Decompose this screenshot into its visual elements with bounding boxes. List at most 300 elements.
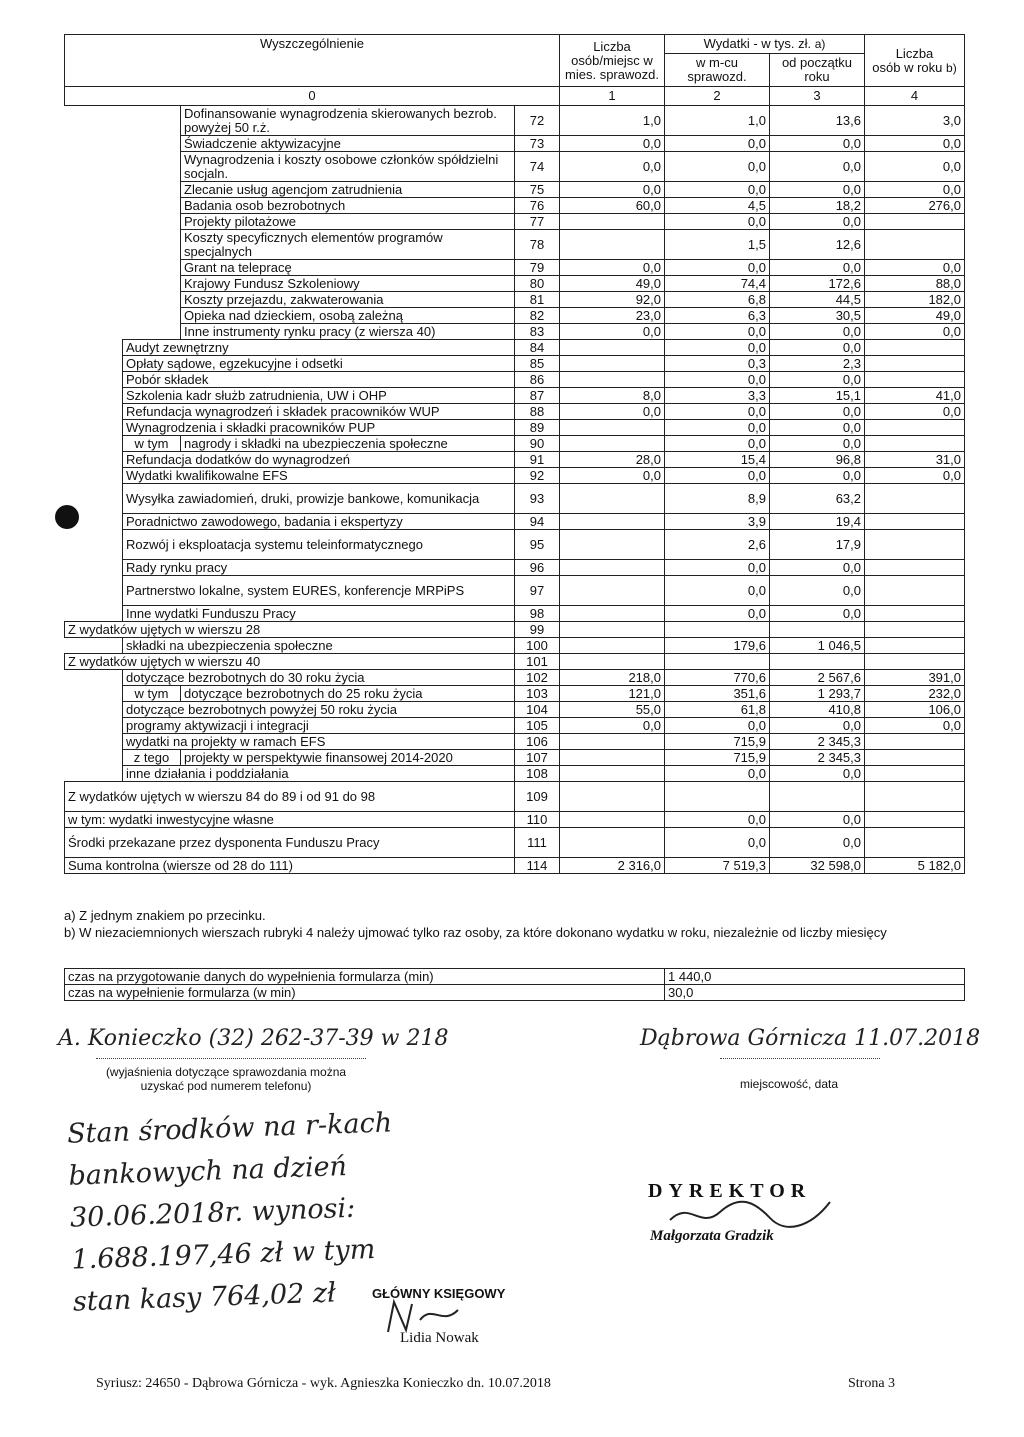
cell-c2: 1,0: [665, 106, 770, 136]
cell-c1: 1,0: [560, 106, 665, 136]
index-1: 1: [560, 87, 665, 106]
cell-c3: 0,0: [770, 372, 865, 388]
cell-c2: 0,0: [665, 468, 770, 484]
row-label: Z wydatków ujętych w wierszu 28: [65, 622, 515, 638]
cell-c4: [865, 812, 965, 828]
header-year: od początku roku: [770, 54, 865, 87]
row-label: Inne instrumenty rynku pracy (z wiersza 40): [181, 324, 515, 340]
cell-c2: 15,4: [665, 452, 770, 468]
cell-c2: 715,9: [665, 734, 770, 750]
row-number: 94: [515, 514, 560, 530]
table-row: [65, 324, 965, 340]
row-prefix: z tego: [123, 750, 181, 766]
row-number: 82: [515, 308, 560, 324]
index-4: 4: [865, 87, 965, 106]
cell-c1: 0,0: [560, 182, 665, 198]
cell-c4: 41,0: [865, 388, 965, 404]
cell-c4: [865, 560, 965, 576]
row-label: Zlecanie usług agencjom zatrudnienia: [181, 182, 515, 198]
row-number: 105: [515, 718, 560, 734]
cell-c2: [665, 654, 770, 670]
cell-c4: 0,0: [865, 468, 965, 484]
row-label: wydatki na projekty w ramach EFS: [123, 734, 515, 750]
table-row: [65, 782, 965, 812]
indent-cell: [65, 308, 123, 324]
indent-cell: [123, 198, 181, 214]
header-persons-note: b): [946, 60, 957, 75]
cell-c1: [560, 356, 665, 372]
cell-c4: 31,0: [865, 452, 965, 468]
row-label: Dofinansowanie wynagrodzenia skierowanych bezrob. powyżej 50 r.ż.: [181, 106, 515, 136]
cell-c3: 19,4: [770, 514, 865, 530]
header-month: w m-cu sprawozd.: [665, 54, 770, 87]
cell-c4: [865, 356, 965, 372]
cell-c1: 60,0: [560, 198, 665, 214]
row-number: 106: [515, 734, 560, 750]
cell-c2: 0,0: [665, 182, 770, 198]
cell-c1: [560, 606, 665, 622]
cell-c2: 0,0: [665, 766, 770, 782]
cell-c2: 3,9: [665, 514, 770, 530]
director-title: DYREKTOR: [648, 1180, 812, 1202]
row-label: Koszty specyficznych elementów programów specjalnych: [181, 230, 515, 260]
row-number: 93: [515, 484, 560, 514]
row-number: 101: [515, 654, 560, 670]
cell-c3: [770, 782, 865, 812]
cell-c3: 1 293,7: [770, 686, 865, 702]
cell-c1: 55,0: [560, 702, 665, 718]
table-row: [65, 468, 965, 484]
cell-c4: [865, 420, 965, 436]
row-label: Inne wydatki Funduszu Pracy: [123, 606, 515, 622]
indent-cell: [123, 260, 181, 276]
cell-c1: [560, 214, 665, 230]
indent-cell: [65, 106, 123, 136]
cell-c2: 0,0: [665, 576, 770, 606]
cell-c3: [770, 654, 865, 670]
table-row: [65, 828, 965, 858]
header-expenses-label: Wydatki - w tys. zł.: [703, 36, 812, 51]
cell-c2: 0,0: [665, 372, 770, 388]
cell-c3: 0,0: [770, 718, 865, 734]
cell-c1: 0,0: [560, 718, 665, 734]
cell-c1: [560, 230, 665, 260]
cell-c1: 0,0: [560, 468, 665, 484]
indent-cell: [65, 606, 123, 622]
row-label: nagrody i składki na ubezpieczenia społeczne: [181, 436, 515, 452]
footer-page: Strona 3: [848, 1376, 896, 1391]
cell-c4: [865, 530, 965, 560]
cell-c1: [560, 340, 665, 356]
cell-c4: [865, 638, 965, 654]
fill-time-label: czas na wypełnienie formularza (w min): [65, 985, 665, 1001]
cell-c3: 13,6: [770, 106, 865, 136]
table-row: [65, 356, 965, 372]
row-label: Refundacja dodatków do wynagrodzeń: [123, 452, 515, 468]
header-description: Wyszczególnienie: [65, 35, 560, 87]
cell-c1: 0,0: [560, 404, 665, 420]
cell-c1: 0,0: [560, 260, 665, 276]
cell-c3: 0,0: [770, 152, 865, 182]
cell-c3: 0,0: [770, 420, 865, 436]
row-label: Wynagrodzenia i składki pracowników PUP: [123, 420, 515, 436]
indent-cell: [65, 468, 123, 484]
row-label: dotyczące bezrobotnych do 25 roku życia: [181, 686, 515, 702]
row-number: 80: [515, 276, 560, 292]
table-row: [65, 372, 965, 388]
cell-c1: [560, 782, 665, 812]
row-label: Świadczenie aktywizacyjne: [181, 136, 515, 152]
cell-c1: 92,0: [560, 292, 665, 308]
cell-c1: [560, 812, 665, 828]
table-row: [65, 152, 965, 182]
cell-c4: [865, 606, 965, 622]
indent-cell: [65, 750, 123, 766]
row-number: 76: [515, 198, 560, 214]
row-number: 102: [515, 670, 560, 686]
cell-c2: 0,0: [665, 718, 770, 734]
cell-c4: 3,0: [865, 106, 965, 136]
row-number: 96: [515, 560, 560, 576]
cell-c1: [560, 734, 665, 750]
row-label: Środki przekazane przez dysponenta Funduszu Pracy: [65, 828, 515, 858]
cell-c4: [865, 340, 965, 356]
cell-c4: 182,0: [865, 292, 965, 308]
cell-c3: 0,0: [770, 812, 865, 828]
cell-c1: [560, 420, 665, 436]
indent-cell: [65, 230, 123, 260]
cell-c4: [865, 622, 965, 638]
cell-c1: 8,0: [560, 388, 665, 404]
indent-cell: [123, 230, 181, 260]
cell-c2: 351,6: [665, 686, 770, 702]
cell-c3: 2,3: [770, 356, 865, 372]
cell-c1: [560, 436, 665, 452]
place-line: [720, 1058, 880, 1059]
row-number: 103: [515, 686, 560, 702]
bank-note-line-4: 1.688.197,46 zł w tym: [71, 1234, 376, 1276]
cell-c3: 0,0: [770, 214, 865, 230]
table-row: [65, 514, 965, 530]
accountant-signature: [380, 1296, 470, 1338]
cell-c1: [560, 622, 665, 638]
row-number: 99: [515, 622, 560, 638]
row-label: Grant na telepracę: [181, 260, 515, 276]
cell-c4: 0,0: [865, 260, 965, 276]
cell-c4: 88,0: [865, 276, 965, 292]
table-row: [65, 260, 965, 276]
row-number: 88: [515, 404, 560, 420]
cell-c2: 7 519,3: [665, 858, 770, 874]
row-label: Wysyłka zawiadomień, druki, prowizje bankowe, komunikacja: [123, 484, 515, 514]
table-row: [65, 654, 965, 670]
cell-c2: 8,9: [665, 484, 770, 514]
table-row: [65, 560, 965, 576]
indent-cell: [65, 576, 123, 606]
table-row: [65, 530, 965, 560]
cell-c4: [865, 436, 965, 452]
row-label: Partnerstwo lokalne, system EURES, konferencje MRPiPS: [123, 576, 515, 606]
row-label: Badania osob bezrobotnych: [181, 198, 515, 214]
fill-time-value: 30,0: [665, 985, 965, 1001]
cell-c2: 715,9: [665, 750, 770, 766]
contact-caption: (wyjaśnienia dotyczące sprawozdania można uzyskać pod numerem telefonu): [105, 1065, 347, 1093]
row-number: 114: [515, 858, 560, 874]
row-label: dotyczące bezrobotnych powyżej 50 roku życia: [123, 702, 515, 718]
cell-c4: 0,0: [865, 182, 965, 198]
table-row: [65, 136, 965, 152]
punch-hole-icon: [52, 502, 82, 532]
place-handwritten: Dąbrowa Górnicza 11.07.2018: [640, 1026, 981, 1051]
row-number: 72: [515, 106, 560, 136]
table-row: [65, 420, 965, 436]
indent-cell: [65, 560, 123, 576]
cell-c1: 23,0: [560, 308, 665, 324]
table-row: [65, 308, 965, 324]
row-label: Suma kontrolna (wiersze od 28 do 111): [65, 858, 515, 874]
cell-c3: 30,5: [770, 308, 865, 324]
cell-c4: 276,0: [865, 198, 965, 214]
accountant-name: Lidia Nowak: [400, 1330, 479, 1346]
indent-cell: [65, 734, 123, 750]
row-number: 81: [515, 292, 560, 308]
indent-cell: [65, 718, 123, 734]
expenses-table: [64, 34, 965, 874]
cell-c3: 15,1: [770, 388, 865, 404]
table-row: [65, 734, 965, 750]
cell-c2: 0,3: [665, 356, 770, 372]
cell-c1: [560, 638, 665, 654]
table-row: [65, 622, 965, 638]
row-number: 89: [515, 420, 560, 436]
cell-c4: [865, 514, 965, 530]
row-number: 100: [515, 638, 560, 654]
cell-c2: 0,0: [665, 152, 770, 182]
row-label: dotyczące bezrobotnych do 30 roku życia: [123, 670, 515, 686]
cell-c3: 0,0: [770, 828, 865, 858]
indent-cell: [65, 530, 123, 560]
row-number: 104: [515, 702, 560, 718]
row-number: 74: [515, 152, 560, 182]
cell-c3: 410,8: [770, 702, 865, 718]
cell-c3: 0,0: [770, 606, 865, 622]
cell-c4: [865, 782, 965, 812]
row-number: 108: [515, 766, 560, 782]
cell-c3: 96,8: [770, 452, 865, 468]
cell-c1: [560, 576, 665, 606]
cell-c3: 0,0: [770, 404, 865, 420]
indent-cell: [65, 136, 123, 152]
cell-c4: 391,0: [865, 670, 965, 686]
cell-c4: 5 182,0: [865, 858, 965, 874]
table-row: [65, 484, 965, 514]
table-row: [65, 388, 965, 404]
cell-c3: 0,0: [770, 182, 865, 198]
table-row: [65, 292, 965, 308]
row-number: 95: [515, 530, 560, 560]
cell-c3: 0,0: [770, 560, 865, 576]
bank-balance-note: [66, 1102, 398, 1323]
cell-c4: [865, 654, 965, 670]
table-row: [65, 576, 965, 606]
prep-time-label: czas na przygotowanie danych do wypełnienia formularza (min): [65, 969, 665, 985]
row-number: 84: [515, 340, 560, 356]
row-label: inne działania i poddziałania: [123, 766, 515, 782]
time-table: [64, 968, 965, 1001]
row-number: 92: [515, 468, 560, 484]
table-row: [65, 702, 965, 718]
table-row: [65, 858, 965, 874]
cell-c3: 172,6: [770, 276, 865, 292]
row-label: Z wydatków ujętych w wierszu 84 do 89 i od 91 do 98: [65, 782, 515, 812]
row-number: 87: [515, 388, 560, 404]
cell-c3: 1 046,5: [770, 638, 865, 654]
cell-c3: 0,0: [770, 340, 865, 356]
cell-c1: [560, 828, 665, 858]
row-label: Poradnictwo zawodowego, badania i ekspertyzy: [123, 514, 515, 530]
cell-c2: 770,6: [665, 670, 770, 686]
indent-cell: [65, 436, 123, 452]
cell-c2: 0,0: [665, 560, 770, 576]
cell-c3: 0,0: [770, 324, 865, 340]
cell-c2: 61,8: [665, 702, 770, 718]
bank-note-line-2: bankowych na dzień: [68, 1150, 348, 1192]
cell-c1: [560, 766, 665, 782]
indent-cell: [123, 106, 181, 136]
row-number: 109: [515, 782, 560, 812]
bank-note-line-5: stan kasy 764,02 zł: [72, 1277, 337, 1318]
row-label: Z wydatków ujętych w wierszu 40: [65, 654, 515, 670]
indent-cell: [65, 356, 123, 372]
indent-cell: [65, 638, 123, 654]
cell-c3: 63,2: [770, 484, 865, 514]
cell-c2: 74,4: [665, 276, 770, 292]
row-number: 86: [515, 372, 560, 388]
cell-c4: 232,0: [865, 686, 965, 702]
cell-c4: 0,0: [865, 324, 965, 340]
row-number: 91: [515, 452, 560, 468]
cell-c1: 0,0: [560, 136, 665, 152]
cell-c4: 106,0: [865, 702, 965, 718]
table-row: [65, 436, 965, 452]
row-label: programy aktywizacji i integracji: [123, 718, 515, 734]
contact-handwritten: A. Konieczko (32) 262-37-39 w 218: [58, 1026, 449, 1051]
row-number: 83: [515, 324, 560, 340]
cell-c1: 0,0: [560, 324, 665, 340]
bank-note-line-1: Stan środków na r-kach: [66, 1107, 393, 1150]
cell-c3: 12,6: [770, 230, 865, 260]
cell-c1: [560, 514, 665, 530]
cell-c2: [665, 782, 770, 812]
row-label: w tym: wydatki inwestycyjne własne: [65, 812, 515, 828]
cell-c2: 0,0: [665, 214, 770, 230]
cell-c4: 0,0: [865, 404, 965, 420]
row-label: składki na ubezpieczenia społeczne: [123, 638, 515, 654]
cell-c1: [560, 560, 665, 576]
cell-c1: 218,0: [560, 670, 665, 686]
row-prefix: w tym: [123, 436, 181, 452]
cell-c2: 6,8: [665, 292, 770, 308]
indent-cell: [65, 452, 123, 468]
cell-c4: 0,0: [865, 718, 965, 734]
cell-c2: 0,0: [665, 340, 770, 356]
cell-c3: 0,0: [770, 436, 865, 452]
index-0: 0: [65, 87, 560, 106]
cell-c2: 0,0: [665, 324, 770, 340]
row-label: Rozwój i eksploatacja systemu teleinformatycznego: [123, 530, 515, 560]
row-number: 78: [515, 230, 560, 260]
row-label: Opłaty sądowe, egzekucyjne i odsetki: [123, 356, 515, 372]
indent-cell: [123, 292, 181, 308]
cell-c4: 0,0: [865, 136, 965, 152]
header-persons: [865, 35, 965, 87]
header-persons-label: osób w roku: [872, 59, 943, 75]
cell-c2: 3,3: [665, 388, 770, 404]
table-row: [65, 718, 965, 734]
indent-cell: [123, 152, 181, 182]
cell-c1: [560, 530, 665, 560]
cell-c4: [865, 766, 965, 782]
accountant-title: GŁÓWNY KSIĘGOWY: [372, 1286, 506, 1301]
indent-cell: [65, 260, 123, 276]
table-row: [65, 276, 965, 292]
cell-c3: 2 567,6: [770, 670, 865, 686]
cell-c3: 0,0: [770, 260, 865, 276]
row-number: 97: [515, 576, 560, 606]
cell-c2: 0,0: [665, 606, 770, 622]
table-row: [65, 606, 965, 622]
note-b: b) W niezaciemnionych wierszach rubryki 4 należy ujmować tylko raz osoby, za które dokonano wydatku w roku, niezależnie od liczby miesięcy: [64, 925, 887, 940]
indent-cell: [65, 214, 123, 230]
cell-c1: [560, 750, 665, 766]
indent-cell: [65, 420, 123, 436]
indent-cell: [123, 308, 181, 324]
table-row: [65, 106, 965, 136]
director-signature: [660, 1190, 850, 1238]
row-number: 110: [515, 812, 560, 828]
table-row: [65, 686, 965, 702]
row-label: Projekty pilotażowe: [181, 214, 515, 230]
cell-c1: [560, 654, 665, 670]
row-number: 77: [515, 214, 560, 230]
row-label: Audyt zewnętrzny: [123, 340, 515, 356]
indent-cell: [123, 324, 181, 340]
footer-left: Syriusz: 24650 - Dąbrowa Górnicza - wyk. Agnieszka Konieczko dn. 10.07.2018: [96, 1376, 551, 1391]
place-caption: miejscowość, data: [740, 1077, 839, 1091]
cell-c1: 121,0: [560, 686, 665, 702]
row-number: 98: [515, 606, 560, 622]
table-row: [65, 766, 965, 782]
cell-c4: 49,0: [865, 308, 965, 324]
cell-c3: 17,9: [770, 530, 865, 560]
cell-c1: [560, 484, 665, 514]
contact-line: [96, 1058, 366, 1059]
note-a: a) Z jednym znakiem po przecinku.: [64, 908, 266, 923]
cell-c2: 0,0: [665, 436, 770, 452]
indent-cell: [65, 388, 123, 404]
cell-c2: 0,0: [665, 420, 770, 436]
cell-c2: 0,0: [665, 828, 770, 858]
prep-time-value: 1 440,0: [665, 969, 965, 985]
row-label: Refundacja wynagrodzeń i składek pracowników WUP: [123, 404, 515, 420]
row-label: Rady rynku pracy: [123, 560, 515, 576]
indent-cell: [65, 152, 123, 182]
header-expenses: [665, 35, 865, 54]
director-name: Małgorzata Gradzik: [650, 1228, 774, 1244]
indent-cell: [65, 372, 123, 388]
indent-cell: [65, 182, 123, 198]
cell-c2: 0,0: [665, 260, 770, 276]
